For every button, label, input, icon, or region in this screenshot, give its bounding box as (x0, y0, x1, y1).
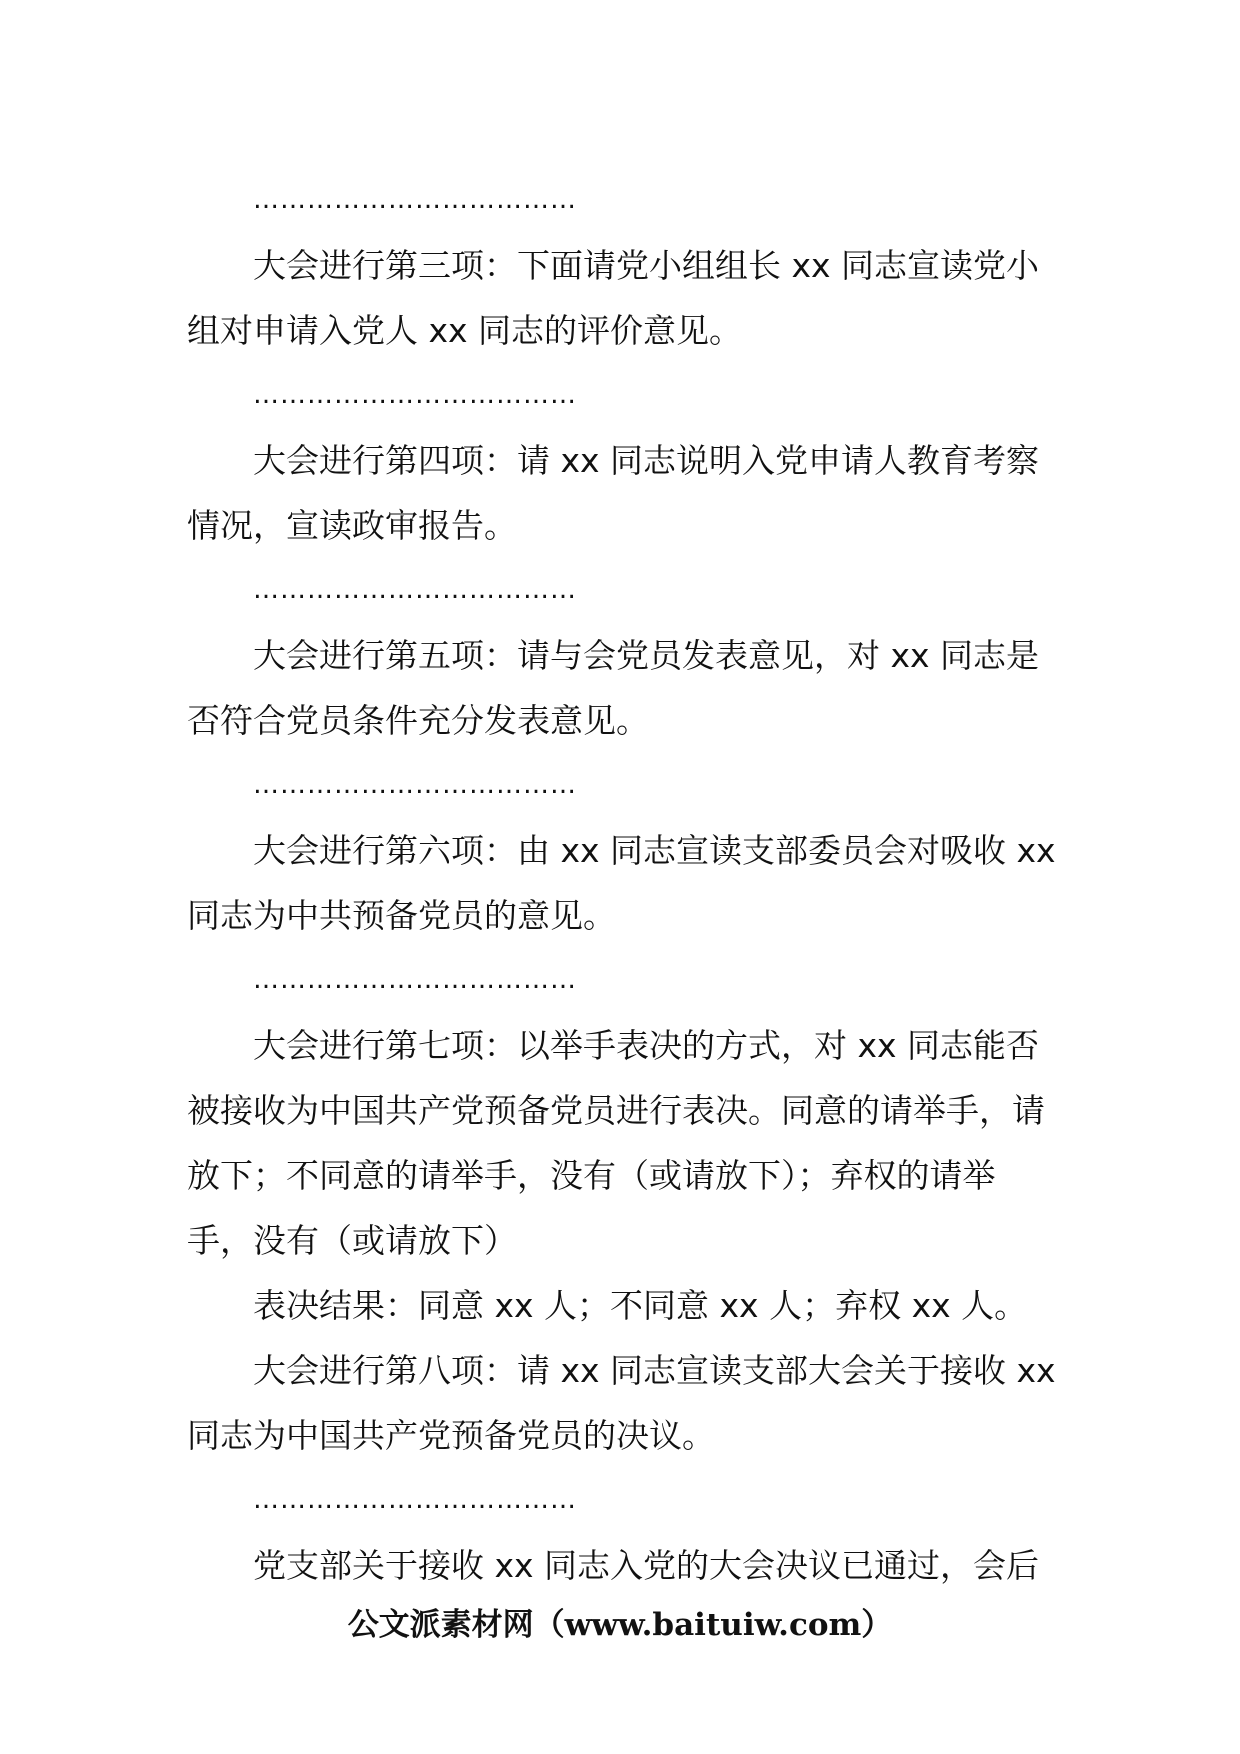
paragraph-item-5: 大会进行第五项：请与会党员发表意见，对 xx 同志是否符合党员条件充分发表意见。 (187, 636, 1040, 740)
ellipsis-line-3: ……………………………… (253, 575, 577, 605)
ellipsis-line-1: ……………………………… (253, 185, 577, 215)
ellipsis-line-5: ……………………………… (253, 965, 577, 995)
paragraph-item-7: 大会进行第七项：以举手表决的方式，对 xx 同志能否被接收为中国共产党预备党员进行表决。同意的请举手，请放下；不同意的请举手，没有（或请放下）；弃权的请举手，没有（或请放下） (187, 1026, 1045, 1260)
ellipsis-line-4: ……………………………… (253, 770, 577, 800)
paragraph-resolution-passed: 党支部关于接收 xx 同志入党的大会决议已通过，会后 (253, 1546, 1040, 1585)
ellipsis-line-6: ……………………………… (253, 1485, 577, 1515)
document-body (187, 168, 1067, 1598)
page-footer: 公文派素材网（www.baituiw.com） (347, 1607, 893, 1643)
paragraph-item-8: 大会进行第八项：请 xx 同志宣读支部大会关于接收 xx 同志为中国共产党预备党员的决议。 (187, 1351, 1067, 1455)
paragraph-item-3: 大会进行第三项：下面请党小组组长 xx 同志宣读党小组对申请入党人 xx 同志的评价意见。 (187, 246, 1040, 350)
paragraph-item-6: 大会进行第六项：由 xx 同志宣读支部委员会对吸收 xx 同志为中共预备党员的意见。 (187, 831, 1067, 935)
paragraph-vote-result: 表决结果：同意 xx 人；不同意 xx 人；弃权 xx 人。 (253, 1286, 1028, 1325)
ellipsis-line-2: ……………………………… (253, 380, 577, 410)
paragraph-item-4: 大会进行第四项：请 xx 同志说明入党申请人教育考察情况，宣读政审报告。 (187, 441, 1040, 545)
